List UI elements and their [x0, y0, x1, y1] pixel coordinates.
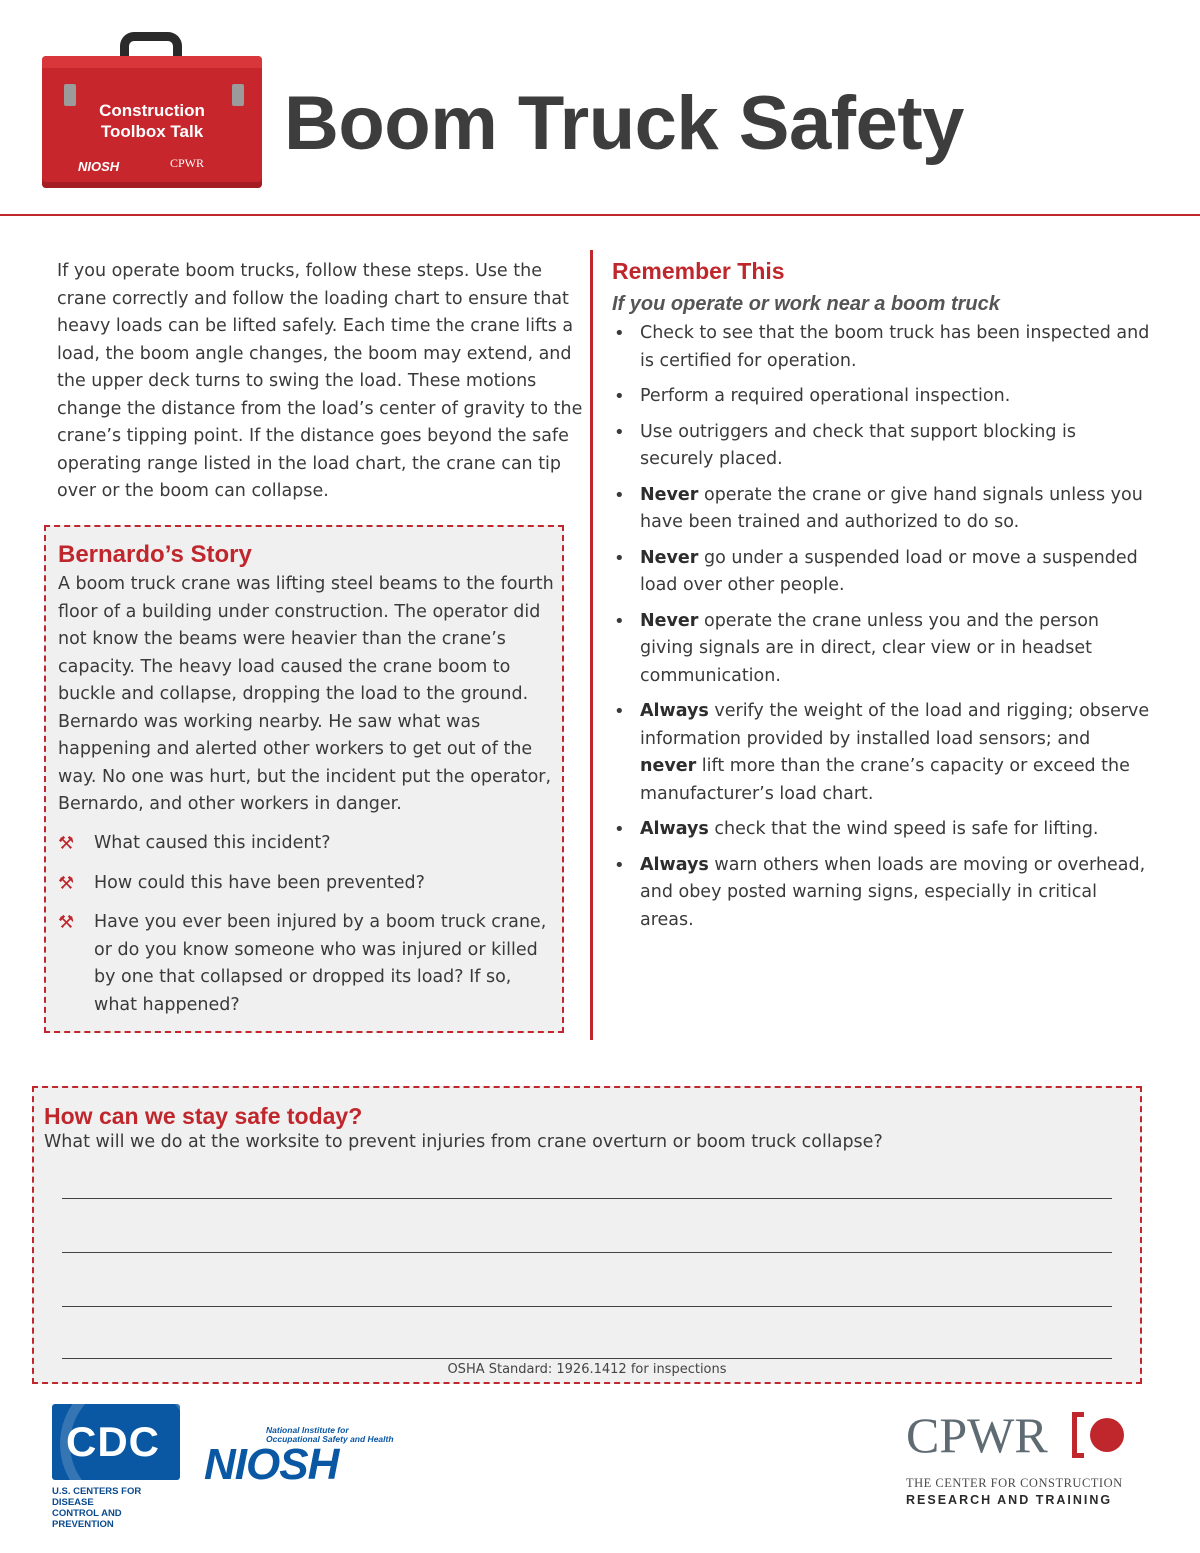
cpwr-subtitle-bold: RESEARCH AND TRAINING: [906, 1493, 1113, 1507]
list-item: [612, 320, 1152, 375]
list-item: [612, 383, 1152, 411]
list-item: [612, 608, 1152, 691]
toolbox-logo: [42, 32, 262, 188]
cpwr-subtitle: THE CENTER FOR CONSTRUCTION: [906, 1476, 1123, 1490]
list-item: [612, 545, 1152, 600]
item-text: warn others when loads are moving or overhead, and obey posted warning signs, especially in critical areas.: [640, 854, 1146, 930]
item-text: operate the crane unless you and the person giving signals are in direct, clear view or in headset communication.: [640, 610, 1099, 686]
item-text: check that the wind speed is safe for lifting.: [708, 819, 1099, 839]
list-item: [58, 830, 548, 858]
emphasis: Always: [640, 701, 709, 721]
niosh-tagline-line2: Occupational Safety and Health: [266, 1434, 394, 1444]
answer-line-3[interactable]: [62, 1306, 1112, 1307]
item-text: verify the weight of the load and rigging; observe information provided by installed load sensors; and: [640, 701, 1150, 749]
cpwr-mark-icon: [1072, 1412, 1128, 1458]
stay-safe-question: What will we do at the worksite to prevent injuries from crane overturn or boom truck collapse?: [44, 1132, 883, 1152]
discussion-questions: [58, 830, 548, 1031]
emphasis: Never: [640, 484, 699, 505]
item-text: Use outriggers and check that support blocking is securely placed.: [640, 421, 1077, 469]
list-item: [58, 870, 548, 898]
emphasis: Always: [640, 854, 709, 875]
emphasis: Always: [640, 819, 709, 839]
stay-safe-title: How can we stay safe today?: [44, 1103, 363, 1129]
list-item: [58, 909, 548, 1019]
emphasis: Never: [640, 547, 699, 568]
cpwr-bracket: [1072, 1412, 1084, 1458]
emphasis: Never: [640, 610, 699, 631]
cdc-subtitle-line2: CONTROL AND PREVENTION: [52, 1508, 122, 1530]
toolbox-lid: [42, 56, 262, 68]
answer-line-4[interactable]: [62, 1358, 1112, 1359]
question-text: How could this have been prevented?: [94, 872, 425, 893]
cpwr-logo: [906, 1407, 1128, 1507]
list-item: [612, 698, 1152, 808]
emphasis: never: [640, 756, 697, 776]
cdc-logo-box: [52, 1404, 180, 1480]
page-title: Boom Truck Safety: [284, 81, 964, 166]
cdc-subtitle-line1: U.S. CENTERS FOR DISEASE: [52, 1486, 142, 1508]
remember-list: [612, 320, 1152, 942]
toolbox-title: [62, 100, 242, 142]
item-text: go under a suspended load or move a suspended load over other people.: [640, 547, 1138, 595]
cdc-subtitle: [52, 1486, 182, 1530]
remember-title: Remember This: [612, 258, 785, 284]
niosh-wordmark: NIOSH: [204, 1440, 339, 1489]
item-text: operate the crane or give hand signals unless you have been trained and authorized to do so.: [640, 484, 1143, 532]
intro-paragraph: If you operate boom trucks, follow these steps. Use the crane correctly and follow the loading chart to ensure that heavy loads can be lifted safely. Each time the crane lifts a load, the boom angle changes, the boom may extend, and the upper deck turns to swing the load. These motions change the distance from the load’s center of gravity to the crane’s tipping point. If the distance goes beyond the safe operating range listed in the load chart, the crane can tip over or the boom can collapse.: [57, 261, 583, 501]
toolbox-cpwr-logo: CPWR: [170, 156, 205, 170]
story-text: A boom truck crane was lifting steel beams to the fourth floor of a building under construction. The operator did not know the beams were heavier than the crane’s capacity. The heavy load caused the crane boom to buckle and collapse, dropping the load to the ground. Bernardo was working nearby. He saw what was happening and alerted other workers to get out of the way. No one was hurt, but the incident put the operator, Bernardo, and other workers in danger.: [58, 574, 554, 814]
toolbox-niosh-logo: NIOSH: [78, 159, 120, 174]
toolbox-title-line2: Toolbox Talk: [100, 122, 204, 141]
list-item: [612, 419, 1152, 474]
remember-subtitle: If you operate or work near a boom truck: [612, 293, 1000, 315]
answer-line-2[interactable]: [62, 1252, 1112, 1253]
question-text: What caused this incident?: [94, 833, 331, 853]
item-text: Perform a required operational inspection.: [640, 386, 1011, 406]
item-text: Check to see that the boom truck has been inspected and is certified for operation.: [640, 323, 1150, 371]
cpwr-dot: [1090, 1418, 1124, 1452]
header-divider: [0, 214, 1200, 216]
niosh-logo: [204, 1425, 424, 1489]
cpwr-wordmark: CPWR: [906, 1407, 1048, 1463]
story-box: [44, 525, 564, 1033]
question-text: Have you ever been injured by a boom truck crane, or do you know someone who was injured or killed by one that collapsed or dropped its load? If so, what happened?: [94, 912, 547, 1015]
cdc-letters: CDC: [66, 1418, 160, 1465]
stay-safe-box: [32, 1086, 1142, 1384]
story-title: Bernardo’s Story: [58, 541, 252, 568]
cdc-logo: [52, 1404, 182, 1530]
list-item: [612, 816, 1152, 844]
toolbox-title-line1: Construction: [99, 101, 205, 120]
column-divider: [590, 250, 593, 1040]
tools-icon: ⚒: [58, 833, 75, 854]
answer-line-1[interactable]: [62, 1198, 1112, 1199]
item-text: lift more than the crane’s capacity or exceed the manufacturer’s load chart.: [640, 756, 1130, 804]
niosh-tagline-line1: National Institute for: [266, 1425, 349, 1435]
list-item: [612, 482, 1152, 537]
tools-icon: ⚒: [58, 912, 75, 933]
tools-icon: ⚒: [58, 872, 75, 894]
list-item: [612, 852, 1152, 935]
osha-standard: OSHA Standard: 1926.1412 for inspections: [447, 1362, 727, 1377]
